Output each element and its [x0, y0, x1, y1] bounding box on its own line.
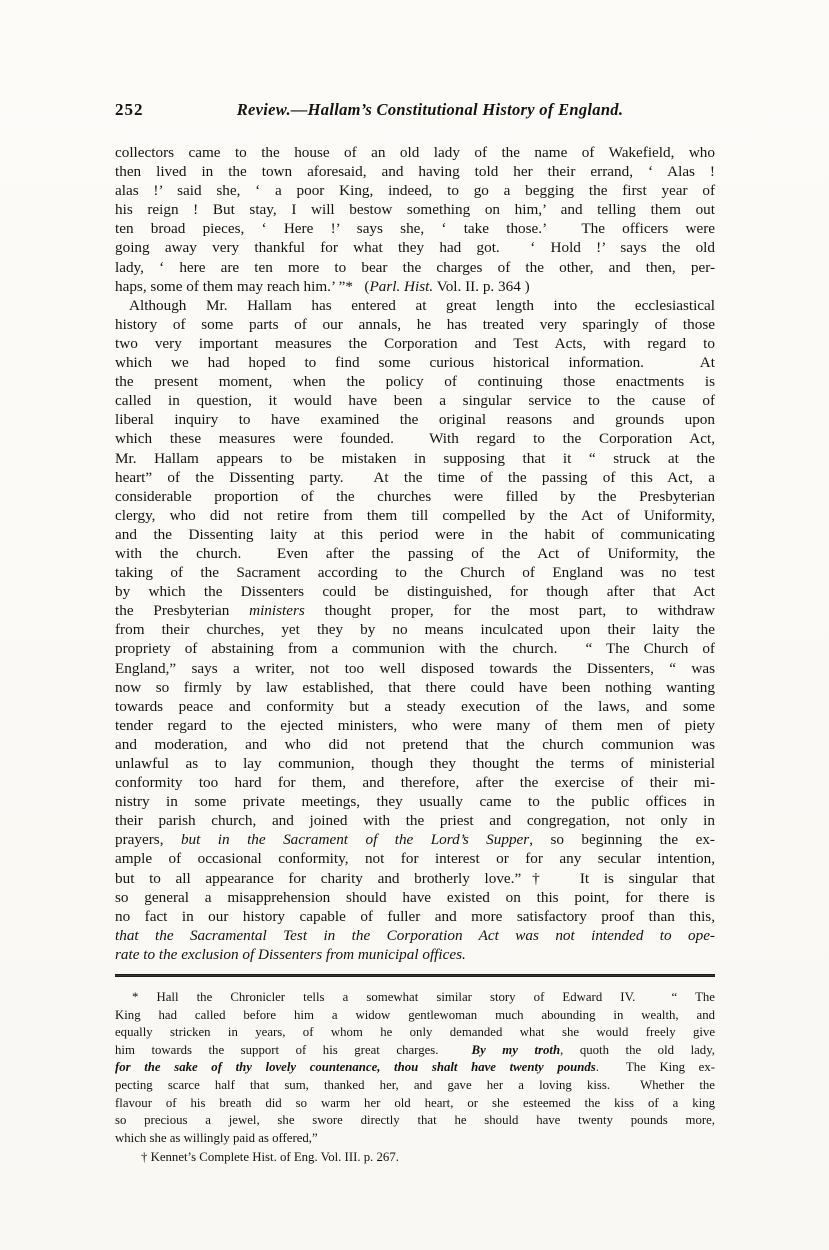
text-line [115, 907, 715, 926]
text-segment: heart” of the Dissenting party. At the time of the passing of this Act, a [115, 468, 715, 486]
running-title: Review.—Hallam’s Constitutional History of England. [236, 100, 624, 119]
text-segment: then lived in the town aforesaid, and having told her their errand, ‘ Alas ! [115, 163, 715, 181]
text-segment: By my troth [471, 1042, 561, 1057]
text-line [115, 200, 715, 219]
text-line [115, 601, 715, 620]
text-line [115, 773, 715, 792]
text-line [115, 1059, 715, 1077]
text-line [115, 410, 715, 429]
text-segment: conformity too hard for them, and therefore, after the exercise of their mi- [115, 774, 715, 792]
text-line [115, 1130, 715, 1148]
text-segment: flavour of his breath did so warm her old heart, or she esteemed the kiss of a king [115, 1095, 715, 1110]
text-line [115, 830, 715, 849]
text-line [115, 697, 715, 716]
text-line [115, 1042, 715, 1060]
text-segment: and moderation, and who did not pretend that the church communion was [115, 735, 715, 753]
text-line [115, 620, 715, 639]
text-segment: ample of occasional conformity, not for interest or for any secular intention, [115, 850, 715, 868]
text-line [115, 1007, 715, 1025]
text-segment: now so firmly by law established, that there could have been nothing wanting [115, 678, 715, 696]
text-line [115, 1112, 715, 1130]
text-segment: Vol. II. p. 364 ) [433, 277, 530, 295]
text-segment: so precious a jewel, she swore directly that he should have twenty pounds more, [115, 1113, 715, 1128]
text-line [115, 429, 715, 448]
text-segment: collectors came to the house of an old lady of the name of Wakefield, who [115, 144, 715, 161]
text-line [115, 563, 715, 582]
text-line [115, 1024, 715, 1042]
text-line [115, 869, 715, 888]
body-paragraph [115, 143, 715, 296]
text-segment: and the Dissenting laity at this period were in the habit of communicating [115, 525, 715, 543]
text-segment: considerable proportion of the churches were filled by the Presbyterian [115, 487, 715, 505]
text-line [115, 754, 715, 773]
text-segment: but in the Sacrament of the Lord’s Supper [180, 831, 530, 849]
text-line [115, 315, 715, 334]
text-segment: ten broad pieces, ‘ Here !’ says she, ‘ take those.’ The officers were [115, 220, 715, 238]
text-line [115, 716, 715, 735]
text-segment: which we had hoped to find some curious historical information. At [115, 354, 715, 372]
text-segment: Parl. Hist. [369, 277, 434, 295]
text-line [115, 468, 715, 487]
text-line [115, 334, 715, 353]
text-segment: King had called before him a widow gentlewoman much abounding in wealth, and [115, 1007, 715, 1022]
text-segment: going away very thankful for what they had got. ‘ Hold !’ says the old [115, 239, 715, 257]
text-line [115, 372, 715, 391]
text-segment: prayers, [115, 831, 181, 849]
page-header [115, 100, 715, 122]
text-segment: † Kennet’s Complete Hist. of Eng. Vol. III. p. 267. [141, 1150, 399, 1165]
text-line [115, 678, 715, 697]
body-paragraph [115, 296, 715, 964]
text-segment: propriety of abstaining from a communion with the church. “ The Church of [115, 640, 715, 658]
text-line [115, 639, 715, 658]
text-segment: the Presbyterian [115, 602, 250, 620]
text-segment: . The King ex- [595, 1060, 715, 1075]
text-column [115, 100, 715, 1167]
text-line [115, 1077, 715, 1095]
text-segment: him towards the support of his great charges. [115, 1042, 472, 1057]
body-text [115, 143, 715, 964]
text-line [115, 544, 715, 563]
text-line [115, 391, 715, 410]
text-line [115, 926, 715, 945]
text-line [115, 659, 715, 678]
text-line [115, 449, 715, 468]
text-segment: but to all appearance for charity and brotherly love.”† It is singular that [115, 869, 715, 887]
footnote [115, 1149, 715, 1167]
text-line [115, 353, 715, 372]
text-line [115, 506, 715, 525]
footnote-divider [115, 974, 715, 977]
text-line [115, 1149, 715, 1167]
text-segment: equally stricken in years, of whom he only demanded what she would freely give [115, 1025, 715, 1040]
text-line [115, 258, 715, 277]
text-line [115, 888, 715, 907]
text-segment: unlawful as to lay communion, though they thought the terms of ministerial [115, 755, 715, 772]
text-segment: which these measures were founded. With regard to the Corporation Act, [115, 430, 715, 448]
text-segment: nistry in some private meetings, they usually came to the public offices in [115, 793, 715, 811]
text-segment: the present moment, when the policy of continuing those enactments is [115, 373, 715, 391]
text-segment: Mr. Hallam appears to be mistaken in supposing that it “ struck at the [115, 449, 715, 467]
text-line [115, 792, 715, 811]
text-segment: no fact in our history capable of fuller and more satisfactory proof than this, [115, 907, 715, 925]
text-segment: for the sake of thy lovely countenance, thou shalt have twenty pounds [115, 1060, 596, 1075]
text-line [115, 143, 715, 162]
footnote [115, 989, 715, 1147]
text-segment: liberal inquiry to have examined the original reasons and grounds upon [115, 411, 715, 429]
text-line [115, 296, 715, 315]
text-line [115, 582, 715, 601]
text-segment: tender regard to the ejected ministers, who were many of them men of piety [115, 716, 715, 734]
text-segment: by which the Dissenters could be distinguished, for though after that Act [115, 583, 715, 601]
text-segment: with the church. Even after the passing of the Act of Uniformity, the [115, 544, 715, 562]
text-line [115, 525, 715, 544]
text-segment: thought proper, for the most part, to withdraw [304, 602, 715, 620]
text-segment: Although Mr. Hallam has entered at great length into the ecclesiastical [129, 296, 715, 314]
text-segment: * Hall the Chronicler tells a somewhat similar story of Edward IV. “ The [132, 990, 715, 1005]
text-line [115, 945, 715, 964]
text-line [115, 487, 715, 506]
text-segment: clergy, who did not retire from them till compelled by the Act of Uniformity, [115, 506, 715, 524]
text-segment: alas !’ said she, ‘ a poor King, indeed, to go a begging the first year of [115, 182, 715, 200]
text-segment: his reign ! But stay, I will bestow something on him,’ and telling them out [115, 201, 715, 219]
text-segment: taking of the Sacrament according to the Church of England was no test [115, 564, 715, 582]
text-segment: which she as willingly paid as offered,” [115, 1130, 318, 1145]
text-segment: called in question, it would have been a singular service to the cause of [115, 392, 715, 410]
text-line [115, 735, 715, 754]
text-line [115, 811, 715, 830]
text-segment: England,” says a writer, not too well disposed towards the Dissenters, “ was [115, 659, 715, 677]
text-segment: so general a misapprehension should have existed on this point, for there is [115, 888, 715, 906]
footnotes [115, 989, 715, 1167]
text-line [115, 1095, 715, 1113]
text-line [115, 238, 715, 257]
text-segment: rate to the exclusion of Dissenters from municipal offices. [115, 945, 466, 963]
text-line [115, 989, 715, 1007]
text-segment: towards peace and conformity but a steady execution of the laws, and some [115, 697, 715, 715]
text-segment: history of some parts of our annals, he has treated very sparingly of those [115, 315, 715, 333]
text-segment: pecting scarce half that sum, thanked her, and gave her a loving kiss. Whether the [115, 1078, 715, 1092]
text-line [115, 219, 715, 238]
text-line [115, 162, 715, 181]
text-line [115, 277, 715, 296]
text-segment: that the Sacramental Test in the Corporation Act was not intended to ope- [115, 926, 715, 944]
page-number: 252 [115, 100, 144, 119]
text-segment: , so beginning the ex- [529, 831, 715, 849]
text-line [115, 849, 715, 868]
text-segment: , quoth the old lady, [560, 1042, 715, 1057]
text-segment: their parish church, and joined with the priest and congregation, not only in [115, 812, 715, 830]
text-segment: lady, ‘ here are ten more to bear the charges of the other, and then, per- [115, 258, 715, 276]
text-segment: haps, some of them may reach him.’ ”* ( [115, 277, 370, 295]
text-line [115, 181, 715, 200]
text-segment: two very important measures the Corporation and Test Acts, with regard to [115, 334, 715, 352]
text-segment: from their churches, yet they by no means inculcated upon their laity the [115, 621, 715, 639]
text-segment: ministers [249, 602, 305, 620]
